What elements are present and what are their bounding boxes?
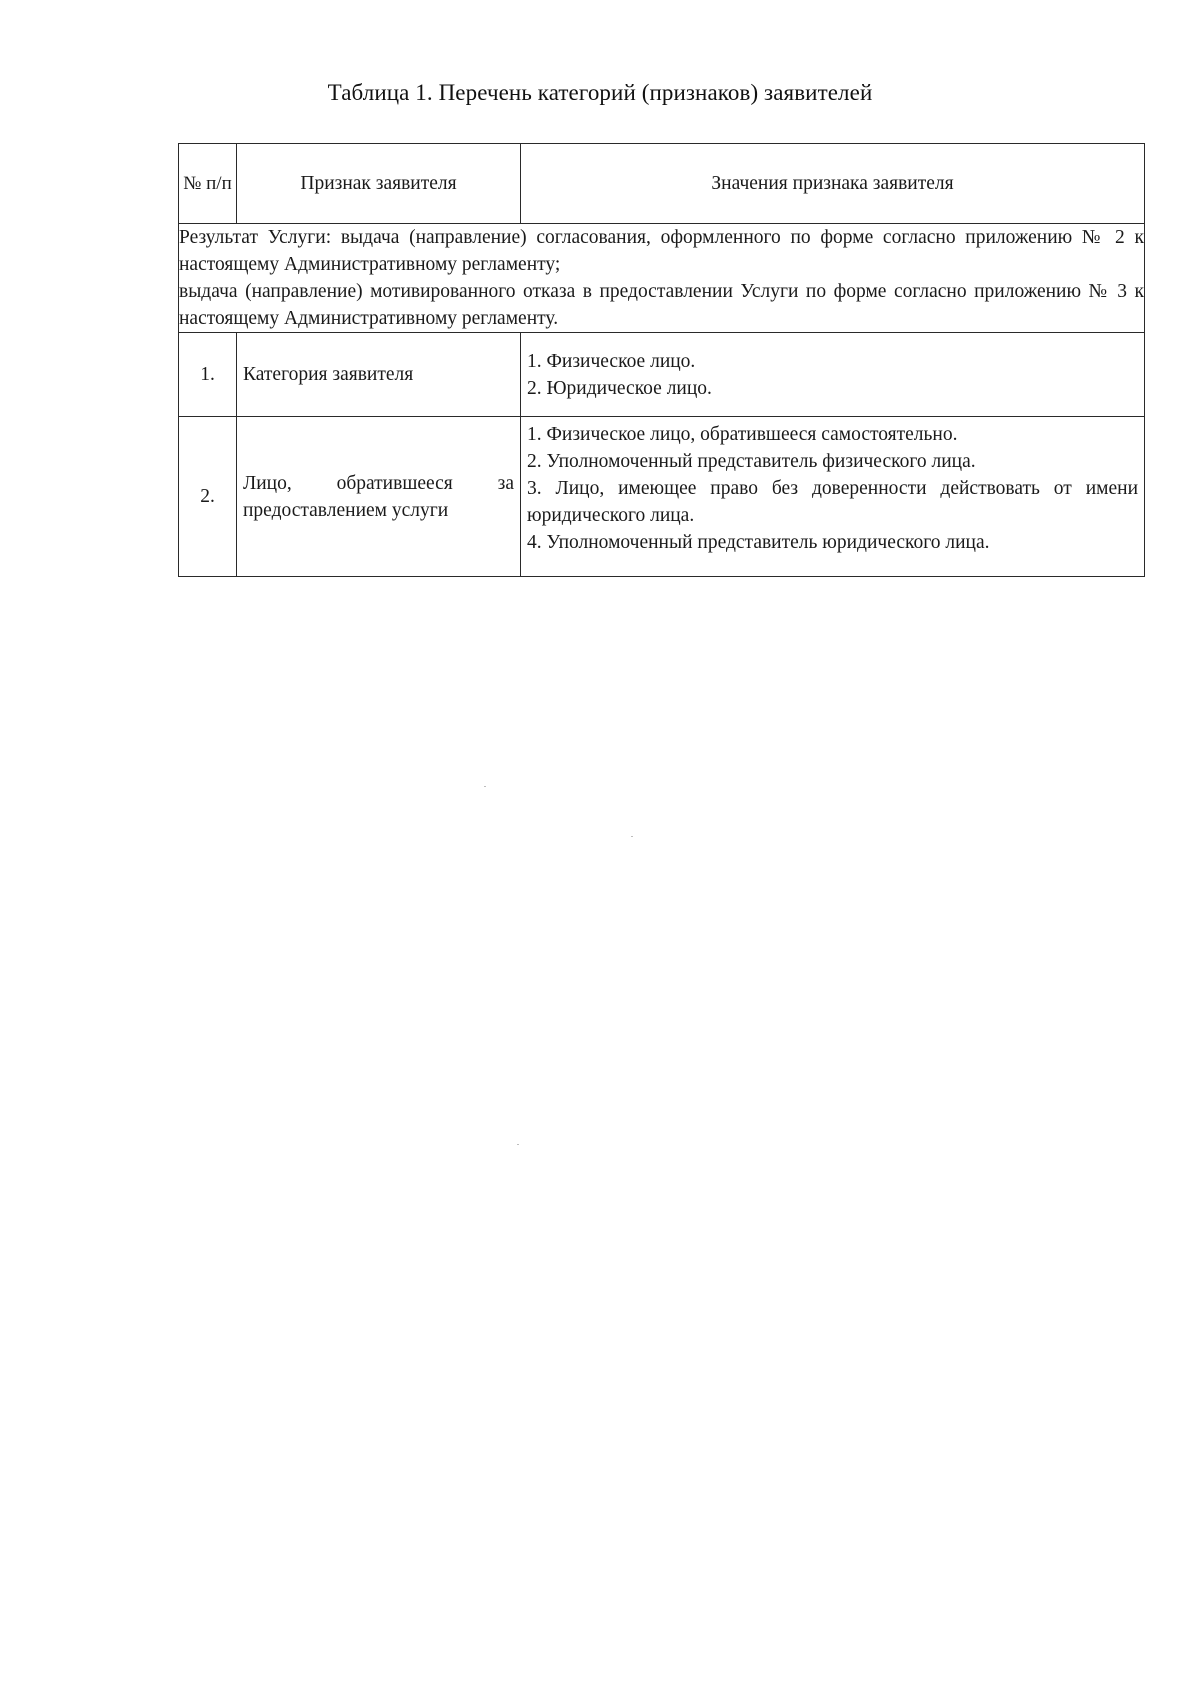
result-row — [179, 224, 1145, 333]
value-item: 2. Юридическое лицо. — [527, 377, 712, 399]
page-title: Таблица 1. Перечень категорий (признаков) заявителей — [327, 80, 873, 105]
value-item: 2. Уполномоченный представитель физического лица. — [527, 451, 976, 472]
result-line: Результат Услуги: выдача (направление) согласования, оформленного по форме согласно приложению № 2 к настоящему Административному регламенту; — [179, 227, 1144, 275]
result-cell — [179, 224, 1145, 333]
value-item: 1. Физическое лицо, обратившееся самостоятельно. — [527, 424, 958, 445]
scan-speck — [631, 836, 633, 837]
table-row — [179, 333, 1145, 417]
header-values: Значения признака заявителя — [521, 144, 1145, 224]
row-values — [521, 333, 1145, 417]
header-sign: Признак заявителя — [237, 144, 521, 224]
row-number: 1. — [179, 333, 237, 417]
row-sign: Категория заявителя — [237, 333, 521, 417]
scan-speck — [484, 786, 486, 787]
header-number: № п/п — [179, 144, 237, 224]
value-item: 3. Лицо, имеющее право без доверенности действовать от имени юридического лица. — [527, 478, 1138, 526]
value-item: 4. Уполномоченный представитель юридического лица. — [527, 532, 990, 553]
value-item: 1. Физическое лицо. — [527, 350, 696, 372]
table-row — [179, 417, 1145, 577]
row-values — [521, 417, 1145, 577]
result-line: выдача (направление) мотивированного отказа в предоставлении Услуги по форме согласно приложению № 3 к настоящему Административному регламенту. — [179, 281, 1144, 329]
row-sign: Лицо, обратившееся за предоставлением услуги — [237, 417, 521, 577]
table-header-row — [179, 144, 1145, 224]
row-number: 2. — [179, 417, 237, 577]
applicant-categories-table — [178, 143, 1145, 577]
scan-speck — [517, 1144, 519, 1145]
